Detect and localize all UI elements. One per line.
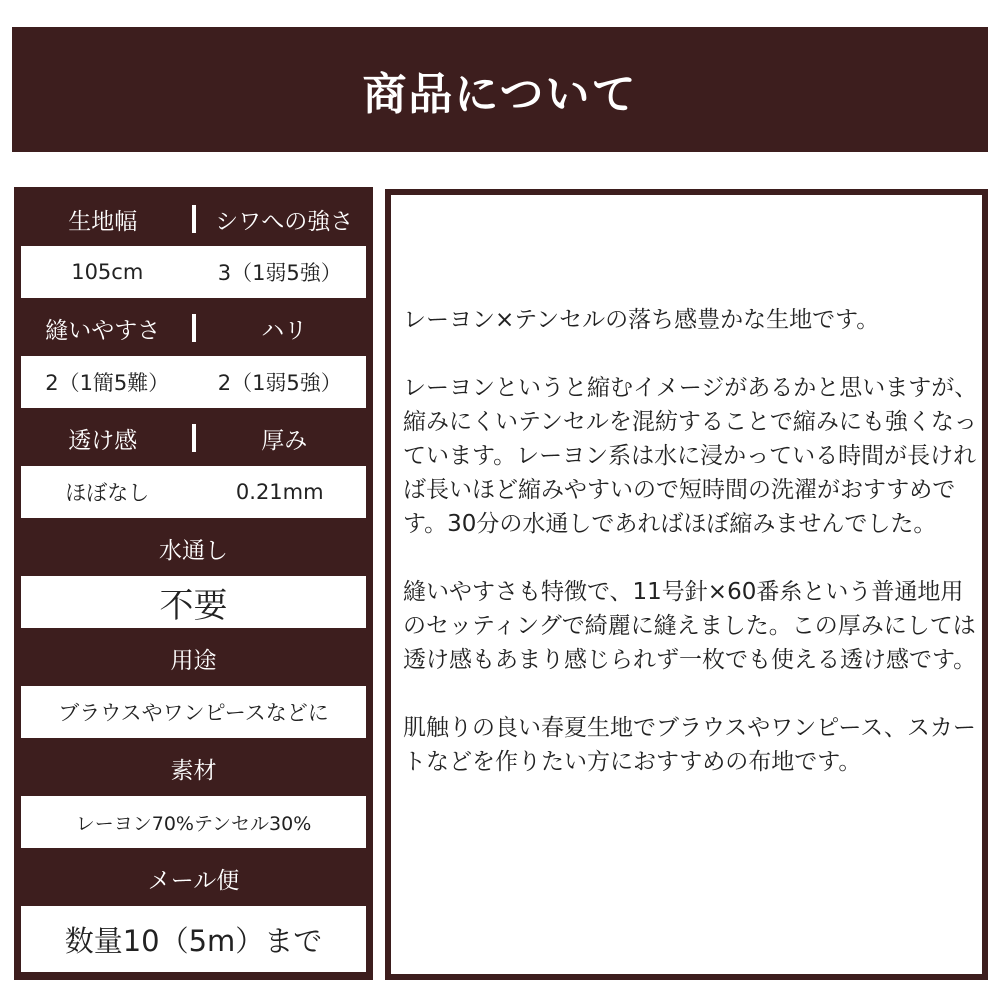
label-prewash: 水通し: [159, 537, 228, 564]
title-banner: [12, 27, 988, 152]
label-usage: 用途: [170, 647, 217, 674]
label-fabric-width: 生地幅: [68, 208, 138, 235]
label-sheerness: 透け感: [68, 427, 138, 454]
spec-header-mail: [14, 852, 373, 904]
label-mail-delivery: メール便: [147, 867, 240, 894]
spec-header-usage: [14, 632, 373, 684]
label-material: 素材: [170, 757, 217, 784]
spec-header-sewability-stiffness: [14, 302, 373, 354]
description-paragraph: 肌触りの良い春夏生地でブラウスやワンピース、スカートなどを作りたい方におすすめの布地です。: [403, 715, 976, 775]
spec-value-sheerness-thickness: [21, 466, 366, 518]
value-thickness: 0.21mm: [235, 480, 324, 504]
value-usage: ブラウスやワンピースなどに: [58, 701, 329, 725]
value-stiffness: 2（1弱5強）: [217, 371, 342, 395]
value-prewash: 不要: [159, 585, 228, 626]
spec-header-width-wrinkle: [14, 193, 373, 245]
description-box: [391, 195, 982, 974]
spec-value-usage: [21, 686, 366, 738]
value-sewability: 2（1簡5難）: [45, 371, 170, 395]
value-fabric-width: 105cm: [71, 260, 144, 284]
value-material: レーヨン70%テンセル30%: [75, 812, 312, 835]
description-text: [403, 303, 981, 813]
spec-value-mail: [21, 906, 366, 972]
spec-header-sheerness-thickness: [14, 412, 373, 464]
description-paragraph: レーヨンというと縮むイメージがあるかと思いますが、縮みにくいテンセルを混紡することで縮みにも強くなっています。レーヨン系は水に浸かっている時間が長ければ長いほど縮みやすいので短時間の洗濯がおすすめです。30分の水通しであればほぼ縮みませんでした。: [403, 375, 978, 537]
spec-header-water: [14, 522, 373, 574]
description-paragraph: レーヨン×テンセルの落ち感豊かな生地です。: [403, 307, 880, 333]
label-thickness: 厚み: [261, 427, 308, 454]
value-mail-delivery: 数量10（5m）まで: [64, 923, 323, 958]
description-paragraph: 縫いやすさも特徴で、11号針×60番糸という普通地用のセッティングで綺麗に縫えました。この厚みにしては透け感もあまり感じられず一枚でも使える透け感です。: [403, 579, 977, 673]
label-wrinkle-resistance: シワへの強さ: [215, 208, 354, 235]
spec-header-material: [14, 742, 373, 794]
value-wrinkle-resistance: 3（1弱5強）: [217, 261, 342, 285]
spec-table: [14, 187, 373, 980]
spec-value-material: [21, 796, 366, 848]
spec-value-width-wrinkle: [21, 246, 366, 298]
value-sheerness: ほぼなし: [65, 481, 150, 505]
page-title: 商品について: [362, 68, 638, 120]
label-stiffness: ハリ: [261, 317, 308, 344]
label-sewability: 縫いやすさ: [45, 317, 161, 344]
spec-value-water: [21, 576, 366, 628]
description-panel: [385, 189, 988, 980]
spec-value-sewability-stiffness: [21, 356, 366, 408]
